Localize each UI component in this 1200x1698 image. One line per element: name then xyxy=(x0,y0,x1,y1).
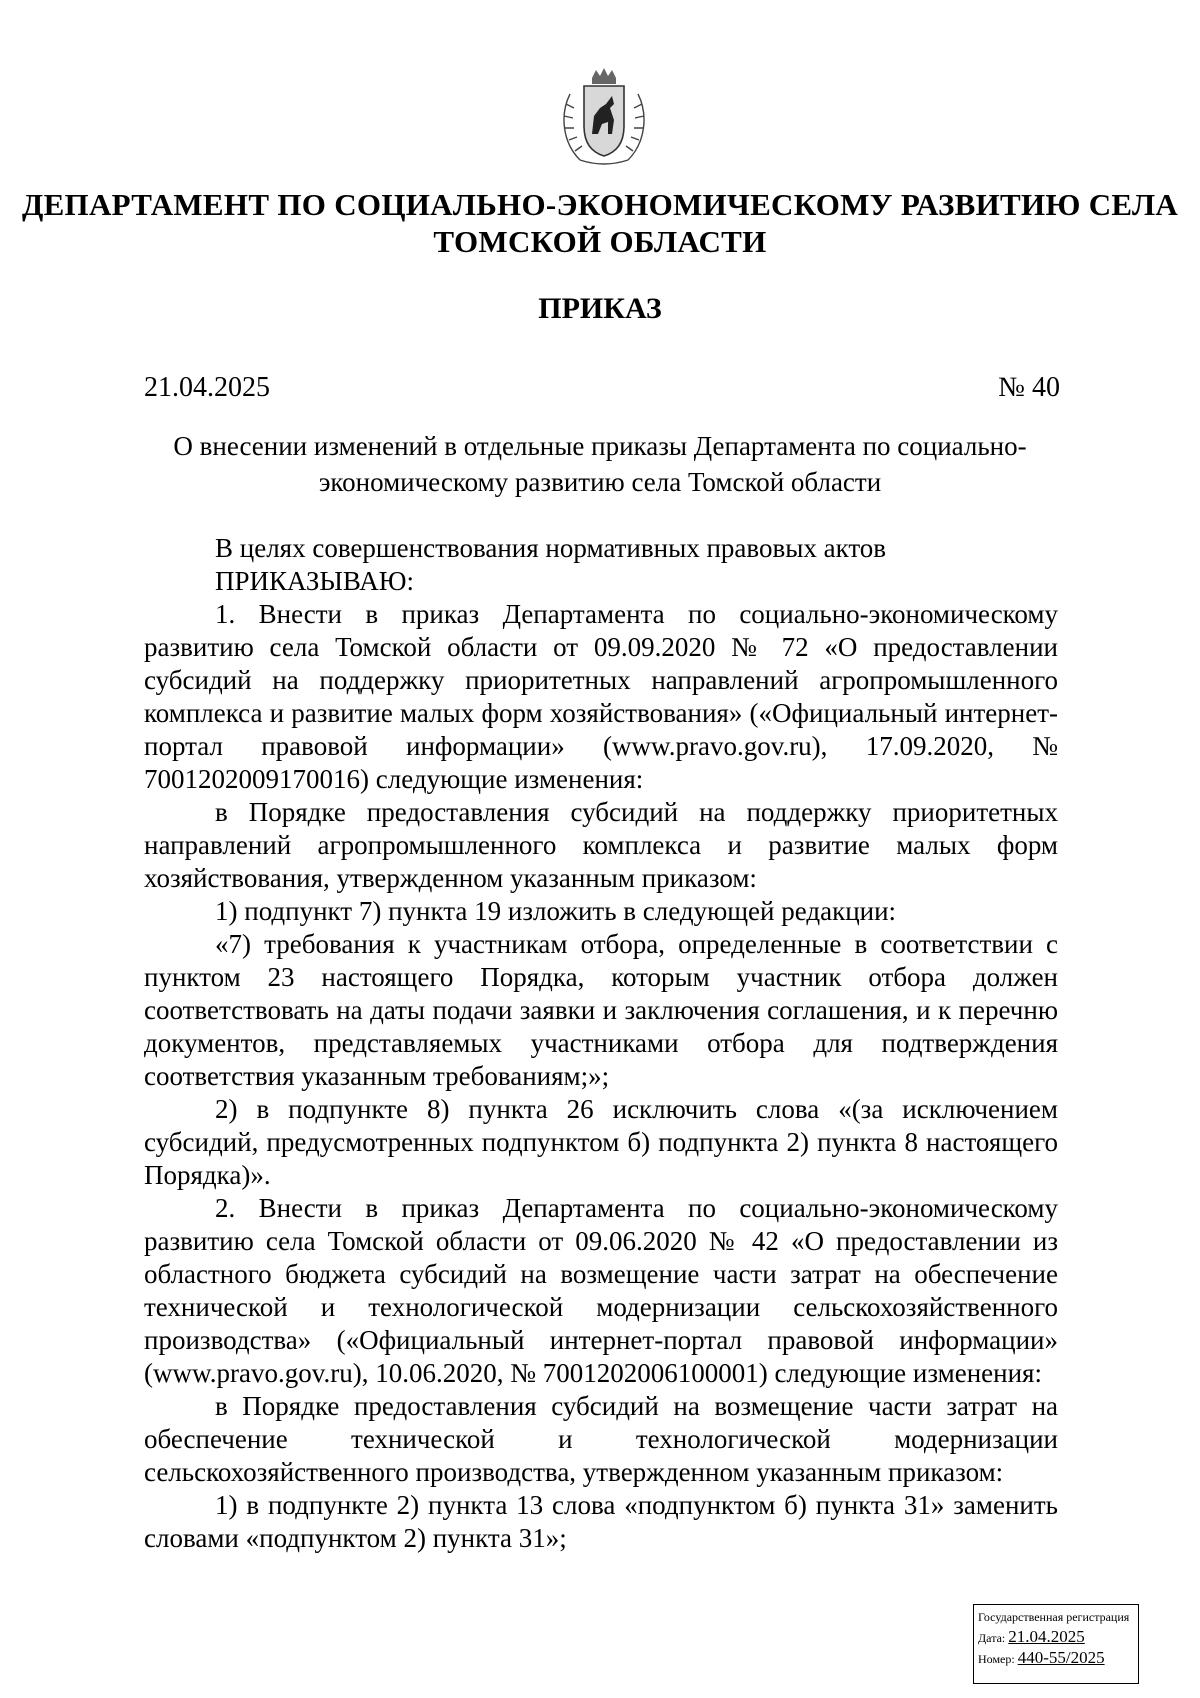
registration-number-label: Номер: xyxy=(978,1652,1015,1666)
preamble-paragraph: В целях совершенствования нормативных правовых актов xyxy=(215,533,887,563)
item-2-subitem-1: 1) в подпункте 2) пункта 13 слова «подпунктом б) пункта 31» заменить словами «подпунктом 2) пункта 31»; xyxy=(144,1490,1058,1553)
item-1-subitem-2: 2) в подпункте 8) пункта 26 исключить слова «(за исключением субсидий, предусмотренных подпунктом б) подпункта 2) пункта 8 настоящего Порядка)». xyxy=(144,1094,1058,1190)
item-1-intro-paragraph: в Порядке предоставления субсидий на поддержку приоритетных направлений агропромышленного комплекса и развитие малых форм хозяйствования, утвержденном указанным приказом: xyxy=(144,797,1058,893)
item-1-paragraph: 1. Внести в приказ Департамента по социально-экономическому развитию села Томской области от 09.09.2020 № 72 «О предоставлении субсидий на поддержку приоритетных направлений агропромышленного комплекса и развитие малых форм хозяйствования» («Официальный интернет-портал правовой информации» (www.pravo.gov.ru), 17.09.2020, № 7001202009170016) следующие изменения: xyxy=(144,599,1058,794)
item-2-intro-paragraph: в Порядке предоставления субсидий на возмещение части затрат на обеспечение технической и технологической модернизации сельскохозяйственного производства, утвержденном указанным приказом: xyxy=(144,1391,1058,1487)
coat-of-arms-emblem xyxy=(556,64,652,168)
order-date: 21.04.2025 xyxy=(144,372,270,403)
item-1-quoted-text: «7) требования к участникам отбора, определенные в соответствии с пунктом 23 настоящего Порядка, которым участник отбора должен соответствовать на даты подачи заявки и заключения соглашения, и к перечню документов, представляемых участниками отбора для подтверждения соответствия указанным требованиям;»; xyxy=(144,929,1058,1091)
registration-stamp xyxy=(973,1604,1139,1684)
item-2-paragraph: 2. Внести в приказ Департамента по социально-экономическому развитию села Томской области от 09.06.2020 № 42 «О предоставлении из областного бюджета субсидий на возмещение части затрат на обеспечение технической и технологической модернизации сельскохозяйственного производства» («Официальный интернет-портал правовой информации» (www.pravo.gov.ru), 10.06.2020, № 7001202006100001) следующие изменения: xyxy=(144,1193,1058,1388)
item-1-subitem-1: 1) подпункт 7) пункта 19 изложить в следующей редакции: xyxy=(215,896,897,926)
registration-title: Государственная регистрация xyxy=(978,1610,1130,1624)
registration-number-value: 440-55/2025 xyxy=(1017,1648,1105,1667)
order-keyword: ПРИКАЗЫВАЮ: xyxy=(215,566,414,596)
department-name: ДЕПАРТАМЕНТ ПО СОЦИАЛЬНО-ЭКОНОМИЧЕСКОМУ РАЗВИТИЮ СЕЛА ТОМСКОЙ ОБЛАСТИ xyxy=(21,187,1179,259)
registration-date-value: 21.04.2025 xyxy=(1008,1627,1085,1646)
registration-date-label: Дата: xyxy=(978,1631,1006,1645)
order-number: № 40 xyxy=(998,372,1060,403)
order-body xyxy=(144,532,1058,1555)
order-subject: О внесении изменений в отдельные приказы Департамента по социально-экономическому развитию села Томской области xyxy=(173,431,1027,497)
document-type: ПРИКАЗ xyxy=(538,292,662,325)
